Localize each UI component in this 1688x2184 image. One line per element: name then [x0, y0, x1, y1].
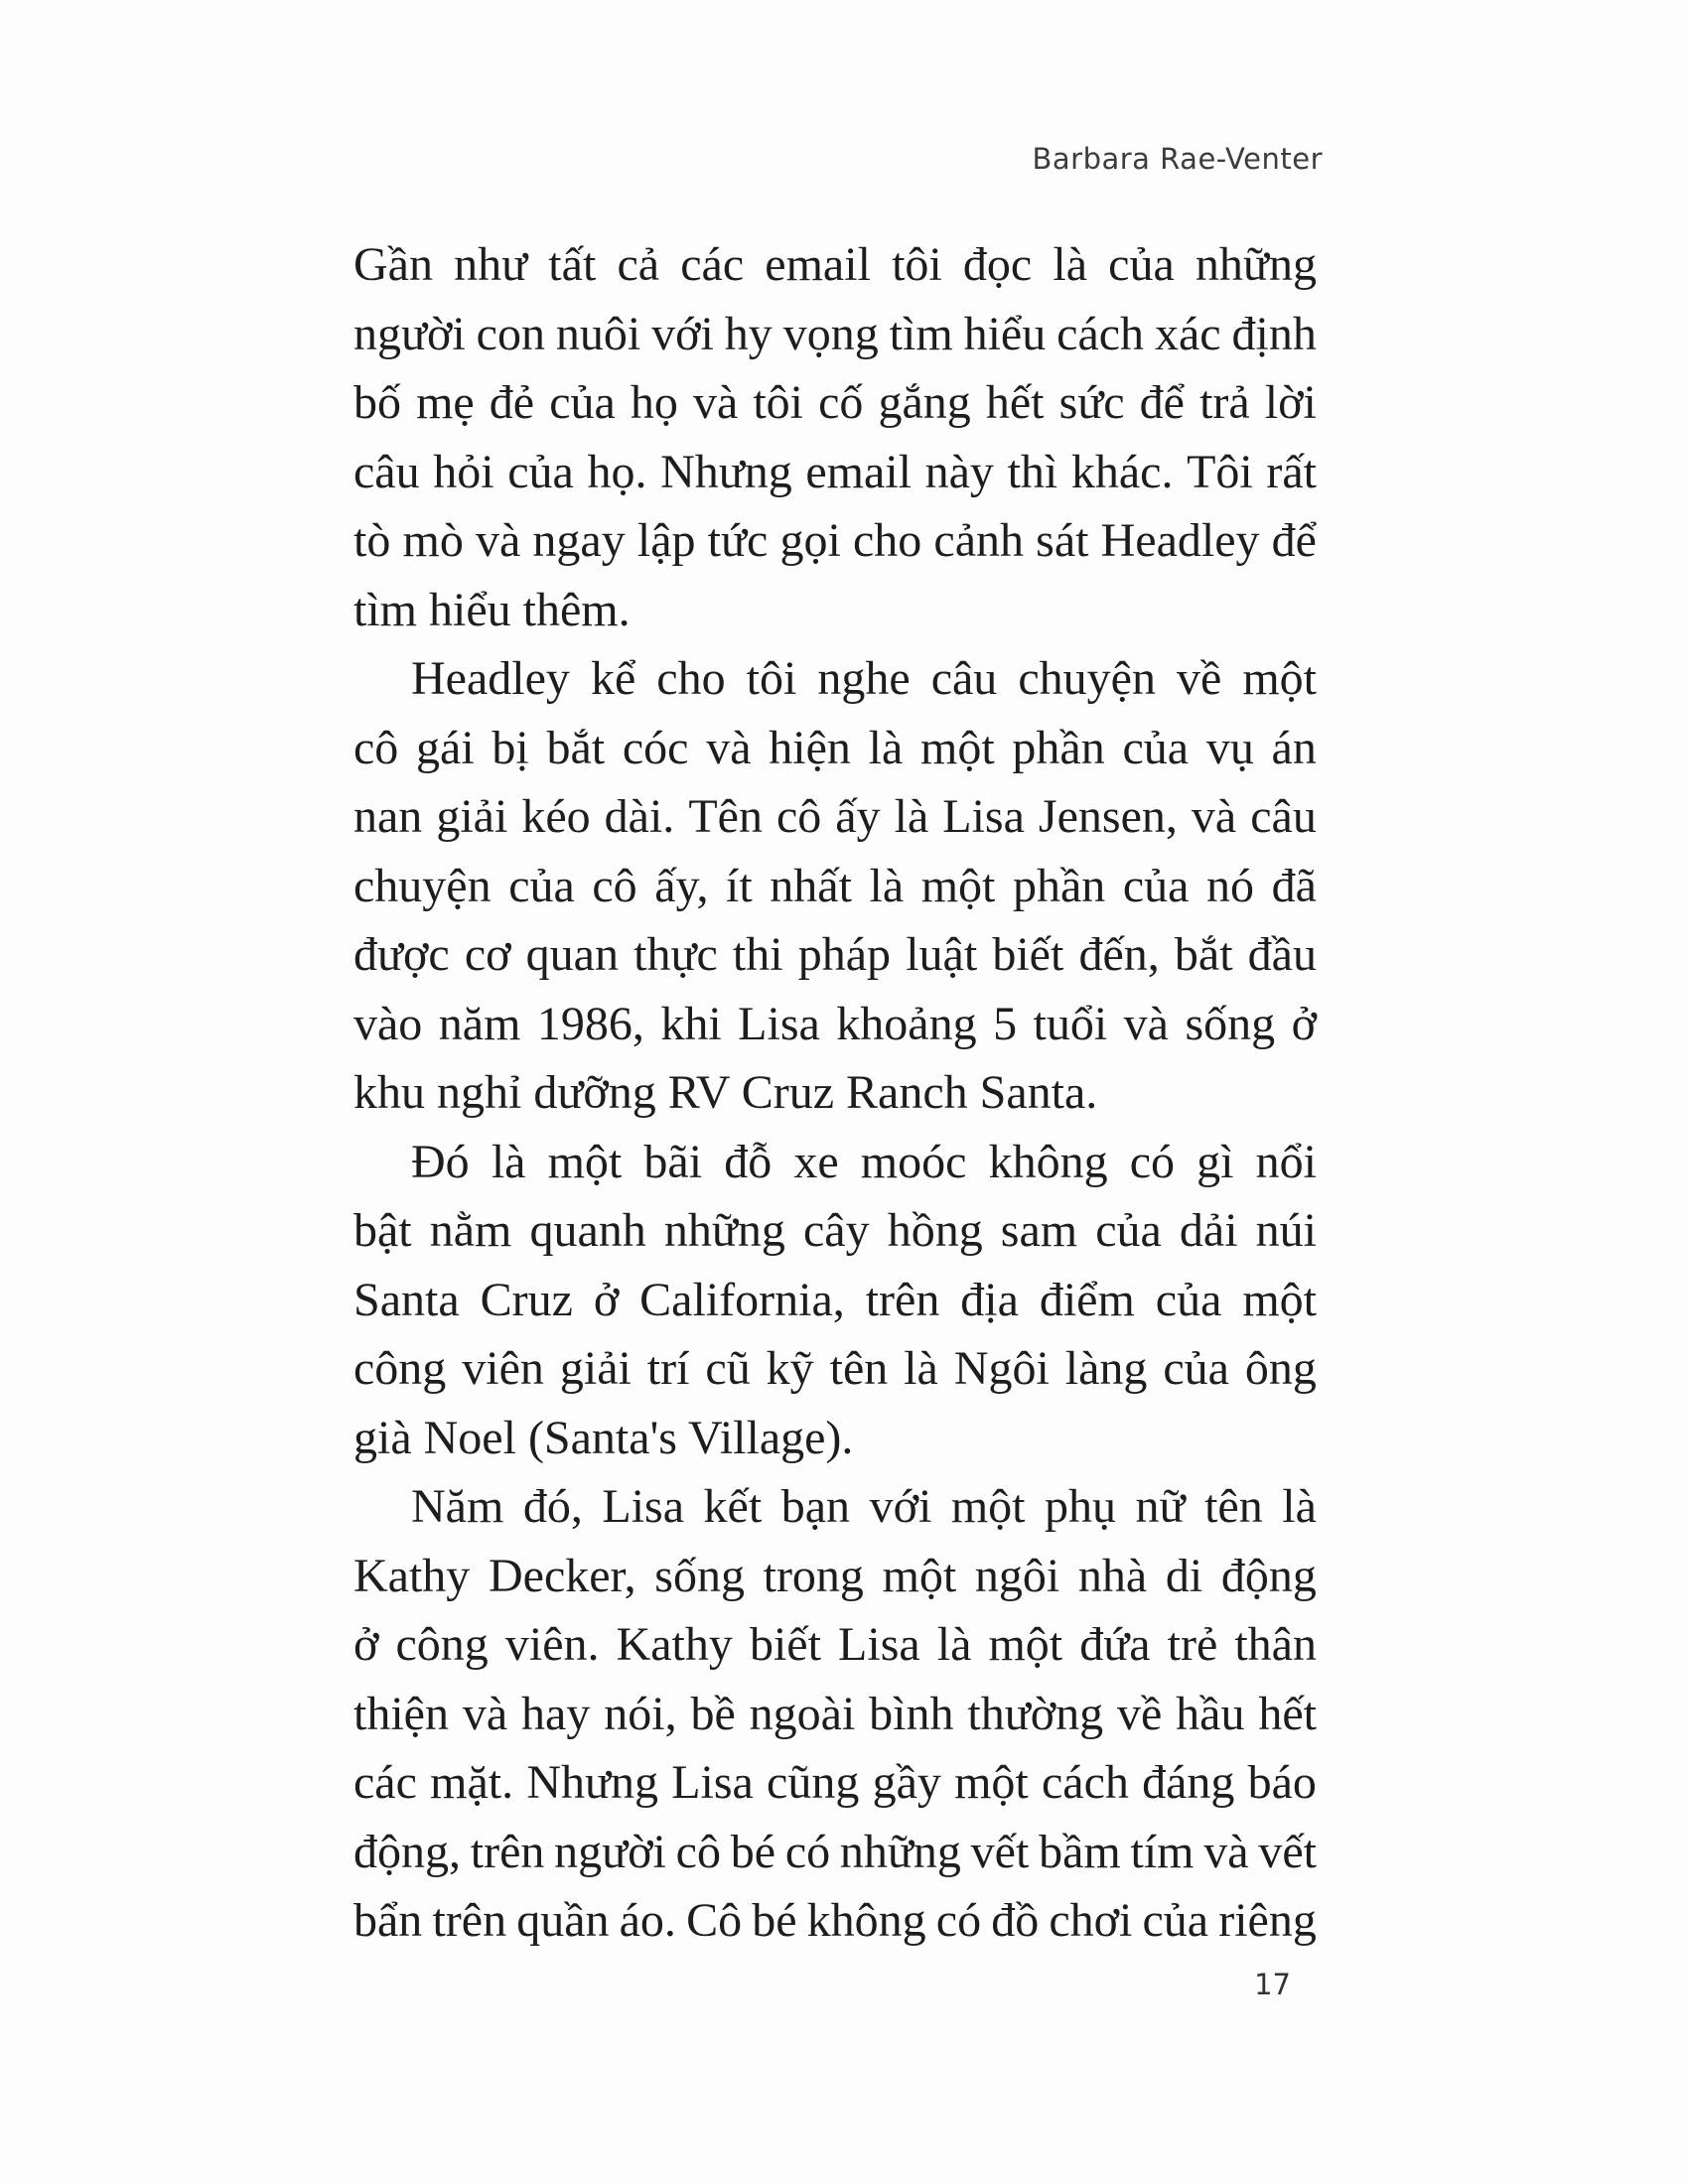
word: nghe — [817, 652, 911, 705]
word: đứa — [1079, 1618, 1151, 1671]
word: của — [1142, 1894, 1209, 1947]
word: và — [1191, 790, 1237, 843]
word: đọc — [962, 238, 1033, 291]
word: sát — [1036, 514, 1089, 567]
word: bị — [492, 721, 529, 774]
word: xe — [793, 1135, 839, 1188]
word: người — [554, 1825, 666, 1878]
word: kết — [703, 1480, 763, 1533]
word: trẻ — [1167, 1618, 1218, 1671]
word: cơ — [464, 928, 511, 981]
word: tò — [353, 514, 391, 567]
word: tất — [548, 238, 597, 291]
word: ông — [1244, 1342, 1317, 1395]
word: định — [1231, 307, 1317, 360]
word: cũ — [705, 1342, 751, 1395]
word: sam — [1000, 1204, 1078, 1257]
word: sống — [1185, 997, 1276, 1050]
word: như — [454, 238, 528, 291]
word: bãi — [643, 1135, 703, 1188]
word: mặt. — [430, 1756, 514, 1809]
text-line — [353, 438, 1317, 507]
word: pháp — [797, 928, 892, 981]
word: cố — [818, 376, 864, 429]
word: gì — [1196, 1135, 1234, 1188]
word: Lisa — [838, 1618, 920, 1671]
text-line — [353, 1886, 1317, 1956]
word: động, — [353, 1825, 461, 1878]
word: Tôi — [1187, 445, 1253, 498]
word: ở — [593, 1273, 620, 1326]
text-line — [353, 920, 1317, 990]
word: một — [920, 721, 995, 774]
word: bật — [353, 1204, 412, 1257]
word: Decker, — [488, 1549, 636, 1602]
word: câu — [930, 652, 998, 705]
word: về — [1116, 1687, 1163, 1740]
word: thiện — [353, 1687, 449, 1740]
word: đỗ — [724, 1135, 773, 1188]
word: gọi — [779, 514, 841, 567]
word: con — [476, 307, 545, 360]
word: của — [549, 376, 616, 429]
word: là — [894, 790, 929, 843]
word: không — [806, 1894, 926, 1947]
word: của — [1095, 1204, 1162, 1257]
word: ở — [1291, 997, 1317, 1050]
word: nan — [353, 790, 423, 843]
word: vết — [970, 1825, 1030, 1878]
word: câu — [353, 445, 420, 498]
word: thi — [732, 928, 783, 981]
word: phần — [1012, 859, 1106, 912]
word: luật — [906, 928, 978, 981]
paragraph — [353, 1128, 1317, 1473]
word: Ngôi — [953, 1342, 1050, 1395]
word: một — [950, 1480, 1026, 1533]
word: bố — [353, 376, 401, 429]
word: thường — [967, 1687, 1104, 1740]
word: một — [1242, 652, 1317, 705]
word: những — [1195, 238, 1317, 291]
word: làng — [1064, 1342, 1148, 1395]
word: biết — [749, 1618, 821, 1671]
word: nó — [1206, 859, 1255, 912]
word: án — [1271, 721, 1317, 774]
word: trong — [763, 1549, 864, 1602]
word: của — [1163, 1342, 1229, 1395]
word: là — [904, 1342, 938, 1395]
paragraph — [353, 230, 1317, 644]
word: thực — [633, 928, 718, 981]
text-line — [353, 1610, 1317, 1680]
word: cây — [802, 1204, 870, 1257]
word: chuyện — [1018, 652, 1156, 705]
word: họ — [630, 376, 678, 429]
word: bé — [752, 1894, 797, 1947]
text-line — [353, 1680, 1317, 1749]
word: với — [869, 1480, 932, 1533]
word: cóc — [622, 721, 689, 774]
word: không — [988, 1135, 1108, 1188]
word: nói, — [604, 1687, 677, 1740]
word: cách — [1056, 307, 1145, 360]
word: đầu — [1247, 928, 1317, 981]
word: địa — [960, 1273, 1019, 1326]
word: nữ — [1135, 1480, 1186, 1533]
word: đã — [1271, 859, 1317, 912]
word: di — [1165, 1549, 1203, 1602]
text-line — [353, 1128, 1317, 1197]
word: nuôi — [555, 307, 641, 360]
word: quan — [525, 928, 619, 981]
word: ngay — [532, 514, 626, 567]
word: trên — [470, 1825, 545, 1878]
word: để — [1271, 514, 1317, 567]
word: và — [1123, 997, 1169, 1050]
word: Gần — [353, 238, 433, 291]
word: cô — [775, 790, 822, 843]
word: của — [508, 859, 575, 912]
word: Năm — [411, 1480, 504, 1533]
text-line — [353, 1748, 1317, 1818]
word: Tên — [688, 790, 763, 843]
word: 5 — [993, 997, 1018, 1050]
word: rất — [1266, 445, 1317, 498]
word: về — [1176, 652, 1222, 705]
word: nhà — [1077, 1549, 1148, 1602]
word: bắt — [546, 721, 606, 774]
word: riêng — [1218, 1894, 1317, 1947]
word: bẩn — [353, 1894, 423, 1947]
word: chơi — [1049, 1894, 1133, 1947]
word: một — [547, 1135, 623, 1188]
word: ít — [726, 859, 753, 912]
text-line — [353, 1542, 1317, 1611]
word: là — [936, 1618, 972, 1671]
word: nằm — [429, 1204, 512, 1257]
word: cho — [852, 514, 922, 567]
word: khoảng — [836, 997, 977, 1050]
word: sống — [654, 1549, 745, 1602]
word: các — [680, 238, 745, 291]
word: tìm — [889, 307, 953, 360]
word: vết — [1258, 1825, 1317, 1878]
word: khi — [660, 997, 722, 1050]
word: giải — [436, 790, 508, 843]
word: có — [784, 1825, 831, 1878]
word: kể — [590, 652, 636, 705]
word: một — [954, 1756, 1029, 1809]
word: người — [353, 307, 466, 360]
word: bắt — [1174, 928, 1233, 981]
word: Lisa — [602, 1480, 685, 1533]
word: cô — [592, 859, 637, 912]
word: ở — [353, 1618, 379, 1671]
word: cảnh — [933, 514, 1024, 567]
word: Cô — [686, 1894, 743, 1947]
word: để — [1139, 376, 1185, 429]
running-header: Barbara Rae-Venter — [1032, 142, 1323, 176]
word: Kathy — [353, 1549, 471, 1602]
word: của — [1122, 721, 1190, 774]
word: hầu — [1176, 1687, 1245, 1740]
word: Lisa — [738, 997, 820, 1050]
word: email — [765, 238, 871, 291]
word: trả — [1199, 376, 1250, 429]
text-line — [353, 230, 1317, 300]
word: hết — [1258, 1687, 1317, 1740]
text-line — [353, 644, 1317, 714]
word: Nhưng — [660, 445, 792, 498]
word: gắng — [878, 376, 971, 429]
word: moóc — [860, 1135, 967, 1188]
word: những — [839, 1825, 961, 1878]
word: dài. — [604, 790, 675, 843]
text-line — [353, 1196, 1317, 1266]
text-line: già Noel (Santa's Village). — [353, 1411, 854, 1464]
word: mò — [402, 514, 464, 567]
word: ấy — [835, 790, 881, 843]
word: năm — [438, 997, 521, 1050]
word: cách — [1041, 1756, 1129, 1809]
word: 1986, — [536, 997, 644, 1050]
word: khác. — [1070, 445, 1174, 498]
word: Lisa — [942, 790, 1025, 843]
word: Headley — [411, 652, 570, 705]
word: gái — [416, 721, 475, 774]
word: Đó — [411, 1135, 470, 1188]
word: đến, — [1078, 928, 1160, 981]
word: bình — [869, 1687, 954, 1740]
word: cũng — [767, 1756, 860, 1809]
word: tôi — [892, 238, 942, 291]
word: phần — [1012, 721, 1105, 774]
word: và — [462, 1687, 508, 1740]
word: là — [1282, 1480, 1317, 1533]
word: vọng — [782, 307, 879, 360]
word: và — [475, 514, 521, 567]
word: phụ — [1045, 1480, 1117, 1533]
text-line — [353, 1334, 1317, 1404]
word: là — [868, 721, 904, 774]
word: áo. — [619, 1894, 676, 1947]
text-line — [353, 714, 1317, 783]
word: thân — [1234, 1618, 1317, 1671]
word: cô — [353, 721, 399, 774]
text-line — [353, 300, 1317, 369]
word: bạn — [780, 1480, 851, 1533]
word: họ. — [587, 445, 647, 498]
word: kéo — [521, 790, 591, 843]
word: của — [1108, 238, 1175, 291]
word: Headley — [1100, 514, 1260, 567]
word: Jensen, — [1038, 790, 1178, 843]
text-line — [353, 1266, 1317, 1335]
word: sức — [1058, 376, 1125, 429]
text-line: tìm hiểu thêm. — [353, 583, 631, 636]
word: xác — [1154, 307, 1221, 360]
word: ngôi — [974, 1549, 1060, 1602]
word: đồ — [991, 1894, 1040, 1947]
word: điểm — [1039, 1273, 1135, 1326]
word: thì — [1007, 445, 1058, 498]
word: lời — [1264, 376, 1317, 429]
word: trí — [646, 1342, 690, 1395]
word: của — [507, 445, 574, 498]
word: với — [651, 307, 714, 360]
word: biết — [992, 928, 1064, 981]
text-line — [353, 1818, 1317, 1887]
word: Lisa — [671, 1756, 754, 1809]
word: nhất — [770, 859, 852, 912]
word: mẹ — [416, 376, 475, 429]
word: hy — [724, 307, 773, 360]
word: và — [692, 376, 739, 429]
word: được — [353, 928, 450, 981]
word: bề — [690, 1687, 736, 1740]
word: viên — [462, 1342, 544, 1395]
word: một — [920, 859, 996, 912]
word: là — [491, 1135, 526, 1188]
word: động — [1220, 1549, 1317, 1602]
text-line — [353, 852, 1317, 921]
page-body — [353, 230, 1317, 1956]
word: là — [1053, 238, 1087, 291]
word: các — [353, 1756, 417, 1809]
text-line — [353, 368, 1317, 438]
word: này — [924, 445, 994, 498]
text-line — [353, 1472, 1317, 1542]
word: hiểu — [963, 307, 1047, 360]
word: và — [1203, 1825, 1249, 1878]
word: tôi — [746, 652, 797, 705]
word: hết — [985, 376, 1045, 429]
word: dải — [1179, 1204, 1238, 1257]
word: một — [882, 1549, 957, 1602]
word: là — [869, 859, 905, 912]
word: của — [1155, 1273, 1222, 1326]
word: email — [805, 445, 912, 498]
word: của — [1122, 859, 1190, 912]
word: có — [1129, 1135, 1176, 1188]
word: đáng — [1142, 1756, 1235, 1809]
text-line — [353, 506, 1317, 576]
text-line — [353, 782, 1317, 852]
word: đẻ — [489, 376, 535, 429]
word: vụ — [1205, 721, 1254, 774]
word: hồng — [887, 1204, 983, 1257]
word: Santa — [353, 1273, 460, 1326]
text-line: khu nghỉ dưỡng RV Cruz Ranch Santa. — [353, 1066, 1098, 1119]
word: nổi — [1255, 1135, 1317, 1188]
word: núi — [1255, 1204, 1317, 1257]
word: tức — [707, 514, 769, 567]
word: tên — [829, 1342, 889, 1395]
word: quanh — [529, 1204, 646, 1257]
word: vào — [353, 997, 423, 1050]
word: bé — [730, 1825, 776, 1878]
paragraph — [353, 644, 1317, 1128]
word: ấy, — [654, 859, 709, 912]
word: kỹ — [766, 1342, 814, 1395]
word: một — [1242, 1273, 1317, 1326]
word: đó, — [522, 1480, 583, 1533]
word: Nhưng — [526, 1756, 658, 1809]
word: cô — [675, 1825, 721, 1878]
word: quần — [516, 1894, 610, 1947]
word: trên — [865, 1273, 940, 1326]
word: Cruz — [480, 1273, 573, 1326]
word: tên — [1204, 1480, 1263, 1533]
word: câu — [1250, 790, 1317, 843]
word: một — [988, 1618, 1063, 1671]
page-number: 17 — [1254, 1968, 1291, 2001]
word: cả — [617, 238, 660, 291]
word: trên — [432, 1894, 507, 1947]
word: ngoài — [749, 1687, 856, 1740]
word: cho — [656, 652, 726, 705]
word: gầy — [872, 1756, 941, 1809]
text-line — [353, 990, 1317, 1059]
word: bầm — [1039, 1825, 1121, 1878]
paragraph — [353, 1472, 1317, 1956]
word: lập — [636, 514, 696, 567]
word: báo — [1247, 1756, 1317, 1809]
word: hay — [521, 1687, 591, 1740]
word: tím — [1130, 1825, 1195, 1878]
word: tuổi — [1033, 997, 1108, 1050]
word: viên. — [504, 1618, 600, 1671]
word: California, — [639, 1273, 845, 1326]
word: và — [706, 721, 752, 774]
word: giải — [559, 1342, 632, 1395]
word: những — [663, 1204, 785, 1257]
word: chuyện — [353, 859, 492, 912]
word: hiện — [769, 721, 851, 774]
word: công — [395, 1618, 489, 1671]
word: hỏi — [433, 445, 494, 498]
word: công — [353, 1342, 447, 1395]
word: tôi — [753, 376, 804, 429]
word: Kathy — [616, 1618, 733, 1671]
word: có — [935, 1894, 982, 1947]
